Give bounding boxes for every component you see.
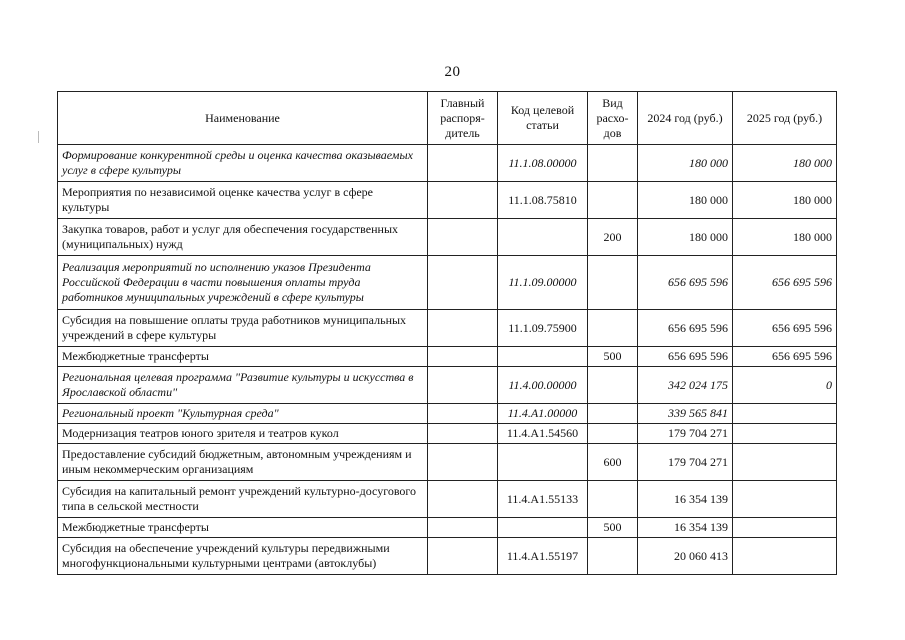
- cell-code: [498, 347, 588, 367]
- cell-2025: 180 000: [733, 219, 837, 256]
- cell-vid: [588, 538, 638, 575]
- cell-grbs: [428, 404, 498, 424]
- cell-vid: [588, 182, 638, 219]
- cell-2024: 20 060 413: [638, 538, 733, 575]
- cell-2024: 656 695 596: [638, 310, 733, 347]
- cell-code: 11.1.09.75900: [498, 310, 588, 347]
- table-row: [58, 310, 837, 347]
- cell-2025: 656 695 596: [733, 347, 837, 367]
- cell-vid: [588, 145, 638, 182]
- cell-2025: [733, 424, 837, 444]
- cell-vid: 500: [588, 347, 638, 367]
- cell-code: 11.4.А1.54560: [498, 424, 588, 444]
- cell-name: Формирование конкурентной среды и оценка качества оказываемых услуг в сфере культуры: [58, 145, 428, 182]
- cell-2024: 180 000: [638, 145, 733, 182]
- cell-vid: [588, 404, 638, 424]
- cell-2025: [733, 518, 837, 538]
- table-body: [58, 145, 837, 575]
- table-row: [58, 481, 837, 518]
- cell-grbs: [428, 219, 498, 256]
- cell-name: Межбюджетные трансферты: [58, 347, 428, 367]
- table-row: [58, 367, 837, 404]
- cell-vid: 200: [588, 219, 638, 256]
- cell-grbs: [428, 538, 498, 575]
- cell-2025: [733, 538, 837, 575]
- cell-2025: 656 695 596: [733, 256, 837, 310]
- cell-name: Межбюджетные трансферты: [58, 518, 428, 538]
- cell-2024: 342 024 175: [638, 367, 733, 404]
- header-grbs: Главный распоря-дитель: [428, 92, 498, 145]
- cell-name: Региональная целевая программа "Развитие культуры и искусства в Ярославской области": [58, 367, 428, 404]
- cell-grbs: [428, 310, 498, 347]
- cell-2024: 339 565 841: [638, 404, 733, 424]
- header-code: Код целевой статьи: [498, 92, 588, 145]
- header-name: Наименование: [58, 92, 428, 145]
- cell-2025: 180 000: [733, 182, 837, 219]
- budget-table: [57, 91, 837, 575]
- cell-grbs: [428, 424, 498, 444]
- cell-vid: [588, 367, 638, 404]
- cell-code: 11.1.09.00000: [498, 256, 588, 310]
- header-2025: 2025 год (руб.): [733, 92, 837, 145]
- cell-code: 11.4.А1.00000: [498, 404, 588, 424]
- cell-name: Субсидия на повышение оплаты труда работников муниципальных учреждений в сфере культуры: [58, 310, 428, 347]
- cell-2025: [733, 404, 837, 424]
- cell-vid: 500: [588, 518, 638, 538]
- cell-2024: 179 704 271: [638, 424, 733, 444]
- cell-2024: 179 704 271: [638, 444, 733, 481]
- cell-name: Закупка товаров, работ и услуг для обеспечения государственных (муниципальных) нужд: [58, 219, 428, 256]
- cell-2024: 16 354 139: [638, 481, 733, 518]
- margin-mark: [38, 131, 39, 143]
- cell-grbs: [428, 518, 498, 538]
- table-row: [58, 219, 837, 256]
- cell-vid: [588, 310, 638, 347]
- cell-2025: 656 695 596: [733, 310, 837, 347]
- cell-2024: 16 354 139: [638, 518, 733, 538]
- cell-2024: 180 000: [638, 182, 733, 219]
- cell-code: 11.1.08.00000: [498, 145, 588, 182]
- table-row: [58, 347, 837, 367]
- table-header-row: [58, 92, 837, 145]
- cell-2024: 180 000: [638, 219, 733, 256]
- cell-name: Модернизация театров юного зрителя и театров кукол: [58, 424, 428, 444]
- cell-vid: [588, 424, 638, 444]
- table-row: [58, 444, 837, 481]
- cell-2024: 656 695 596: [638, 256, 733, 310]
- table-row: [58, 424, 837, 444]
- cell-code: [498, 518, 588, 538]
- table-row: [58, 256, 837, 310]
- cell-vid: [588, 481, 638, 518]
- cell-grbs: [428, 182, 498, 219]
- cell-2025: [733, 444, 837, 481]
- cell-2025: [733, 481, 837, 518]
- cell-name: Региональный проект "Культурная среда": [58, 404, 428, 424]
- cell-code: 11.4.А1.55133: [498, 481, 588, 518]
- cell-name: Предоставление субсидий бюджетным, автономным учреждениям и иным некоммерческим организациям: [58, 444, 428, 481]
- cell-code: 11.4.А1.55197: [498, 538, 588, 575]
- cell-grbs: [428, 347, 498, 367]
- cell-vid: [588, 256, 638, 310]
- cell-grbs: [428, 367, 498, 404]
- table-row: [58, 182, 837, 219]
- page-number: 20: [444, 64, 461, 80]
- cell-grbs: [428, 481, 498, 518]
- table-row: [58, 404, 837, 424]
- cell-2025: 0: [733, 367, 837, 404]
- cell-vid: 600: [588, 444, 638, 481]
- cell-grbs: [428, 444, 498, 481]
- cell-grbs: [428, 145, 498, 182]
- cell-code: [498, 444, 588, 481]
- header-vid: Вид расхо-дов: [588, 92, 638, 145]
- cell-code: 11.1.08.75810: [498, 182, 588, 219]
- header-2024: 2024 год (руб.): [638, 92, 733, 145]
- cell-2025: 180 000: [733, 145, 837, 182]
- cell-code: 11.4.00.00000: [498, 367, 588, 404]
- cell-code: [498, 219, 588, 256]
- table-row: [58, 518, 837, 538]
- cell-name: Реализация мероприятий по исполнению указов Президента Российской Федерации в части повышения оплаты труда работников муниципальных учреждений в сфере культуры: [58, 256, 428, 310]
- cell-2024: 656 695 596: [638, 347, 733, 367]
- cell-name: Субсидия на обеспечение учреждений культуры передвижными многофункциональными культурными центрами (автоклубы): [58, 538, 428, 575]
- table-row: [58, 145, 837, 182]
- table-row: [58, 538, 837, 575]
- cell-grbs: [428, 256, 498, 310]
- cell-name: Мероприятия по независимой оценке качества услуг в сфере культуры: [58, 182, 428, 219]
- cell-name: Субсидия на капитальный ремонт учреждений культурно-досугового типа в сельской местности: [58, 481, 428, 518]
